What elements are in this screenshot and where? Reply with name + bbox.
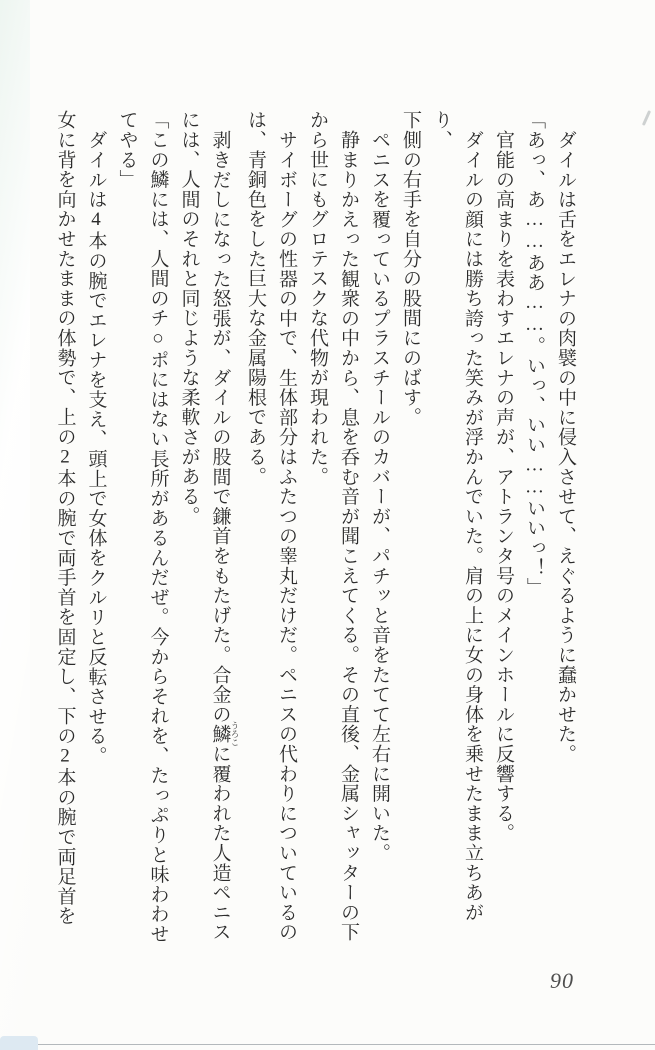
scan-corner-blot-artifact bbox=[0, 1036, 38, 1050]
text-line-7: 静まりかえった観衆の中から、息を呑む音が聞こえてくる。その直後、金属シャッターの下 bbox=[338, 130, 359, 942]
scan-smudge-artifact bbox=[642, 110, 651, 126]
text-line-10: は、青銅色をした巨大な金属陽根である。 bbox=[245, 110, 266, 487]
page-text bbox=[50, 110, 582, 952]
text-line-11: 剥きだしになった怒張が、ダイルの股間で鎌首をもたげた。合金の鱗 うろこに覆われた人造ペニス bbox=[209, 130, 240, 942]
text-line-5: 下側の右手を自分の股間にのばす。 bbox=[400, 110, 421, 427]
text-line-16: 女に背を向かせたままの体勢で、上の2本の腕で両手首を固定し、下の2本の腕で両足首を bbox=[54, 110, 76, 926]
text-line-3: 官能の高まりを表わすエレナの声が、アトランタ号のメインホールに反響する。 bbox=[493, 130, 514, 843]
text-line-13: 「この鱗には、人間のチ○ポにはない長所があるんだぜ。今からそれを、たっぷりと味わわせ bbox=[147, 110, 169, 944]
text-line-12: には、人間のそれと同じような柔軟さがある。 bbox=[178, 110, 200, 526]
scan-bottom-line-artifact bbox=[28, 1044, 655, 1045]
text-line-15: ダイルは4本の腕でエレナを支え、頭上で女体をクルリと反転させる。 bbox=[85, 130, 107, 766]
text-line-4: ダイルの顔には勝ち誇った笑みが浮かんでいた。肩の上に女の身体を乗せたまま立ちあがり、 bbox=[431, 110, 483, 922]
page-number: 90 bbox=[550, 968, 574, 993]
text-line-6: ペニスを覆っているプラスチールのカバーが、パチッと音をたてて左右に開いた。 bbox=[369, 130, 390, 863]
text-line-8: から世にもグロテスクな代物が現われた。 bbox=[307, 110, 328, 487]
text-line-9: サイボーグの性器の中で、生体部分はふたつの睾丸だけだ。ペニスの代わりについているの bbox=[276, 130, 297, 942]
text-line-2: 「あっ、あ……ああ……。いっ、いい……いいっ！」 bbox=[524, 110, 545, 598]
text-line-14: てやる」 bbox=[116, 110, 138, 190]
text-line-1: ダイルは舌をエレナの肉襞の中に侵入させて、えぐるように蠢かせた。 bbox=[555, 130, 576, 764]
scan-edge-artifact bbox=[0, 0, 30, 1050]
ruby-annotation: 鱗 うろこ bbox=[209, 721, 240, 747]
